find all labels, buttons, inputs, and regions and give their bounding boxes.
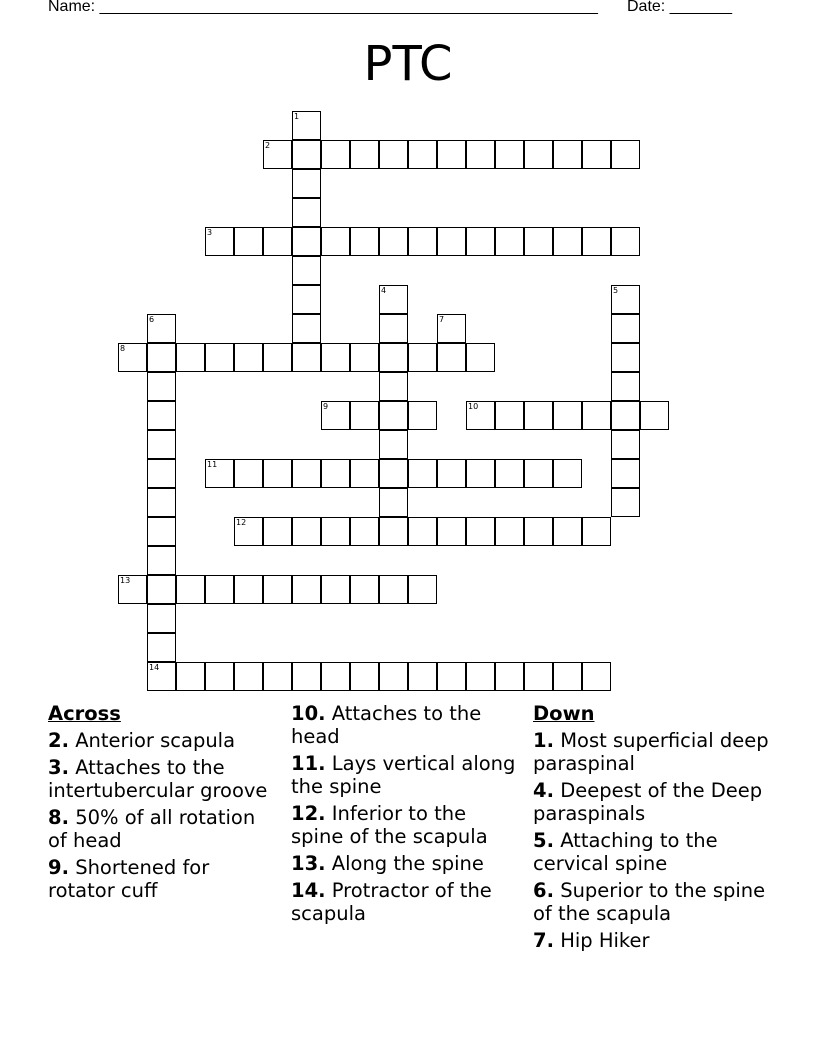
grid-cell[interactable]: [147, 517, 176, 546]
clue-number: 10: [468, 402, 479, 411]
grid-cell[interactable]: [466, 662, 495, 691]
clue-across-9: 9. Shortened for rotator cuff: [48, 856, 210, 902]
grid-cell[interactable]: [524, 662, 553, 691]
grid-cell[interactable]: [263, 227, 292, 256]
grid-cell[interactable]: [379, 314, 408, 343]
grid-cell[interactable]: [408, 575, 437, 604]
grid-cell[interactable]: [553, 662, 582, 691]
grid-cell[interactable]: [147, 314, 176, 343]
grid-cell[interactable]: [495, 227, 524, 256]
grid-cell[interactable]: [147, 343, 176, 372]
grid-cell[interactable]: [408, 459, 437, 488]
grid-cell[interactable]: [234, 662, 263, 691]
clue-across-10: 10. Attaches to the head: [291, 702, 482, 748]
grid-cell[interactable]: [147, 575, 176, 604]
grid-cell[interactable]: [582, 401, 611, 430]
grid-cell[interactable]: [466, 459, 495, 488]
clue-across-8: 8. 50% of all rotation of head: [48, 806, 256, 852]
grid-cell[interactable]: [611, 227, 640, 256]
grid-cell[interactable]: [321, 459, 350, 488]
clue-number: 1: [294, 112, 300, 121]
grid-cell[interactable]: [582, 662, 611, 691]
clue-across-12: 12. Inferior to the spine of the scapula: [291, 802, 488, 848]
across-heading: Across: [48, 702, 121, 725]
grid-cell[interactable]: [408, 517, 437, 546]
grid-cell[interactable]: [408, 401, 437, 430]
grid-cell[interactable]: [379, 140, 408, 169]
grid-cell[interactable]: [640, 401, 669, 430]
grid-cell[interactable]: [176, 343, 205, 372]
clue-number: 14: [149, 663, 160, 672]
grid-cell[interactable]: [582, 227, 611, 256]
grid-cell[interactable]: [292, 140, 321, 169]
grid-cell[interactable]: [321, 140, 350, 169]
grid-cell[interactable]: [263, 662, 292, 691]
grid-cell[interactable]: [379, 575, 408, 604]
grid-cell[interactable]: [263, 575, 292, 604]
grid-cell[interactable]: [379, 459, 408, 488]
grid-cell[interactable]: [292, 575, 321, 604]
clue-across-13: 13. Along the spine: [291, 852, 484, 875]
grid-cell[interactable]: [408, 343, 437, 372]
grid-cell[interactable]: [321, 343, 350, 372]
grid-cell[interactable]: [292, 314, 321, 343]
clue-number: 8: [120, 344, 126, 353]
grid-cell[interactable]: [350, 401, 379, 430]
grid-cell[interactable]: [524, 227, 553, 256]
clue-number: 6: [149, 315, 155, 324]
grid-cell[interactable]: [263, 140, 292, 169]
clue-number: 12: [236, 518, 247, 527]
name-field-label: Name: ________________________________________________________: [48, 0, 598, 15]
grid-cell[interactable]: [379, 662, 408, 691]
clue-across-3: 3. Attaches to the intertubercular groove: [48, 756, 268, 802]
clue-across-11: 11. Lays vertical along the spine: [291, 752, 516, 798]
grid-cell[interactable]: [350, 140, 379, 169]
grid-cell[interactable]: [408, 140, 437, 169]
grid-cell[interactable]: [437, 459, 466, 488]
grid-cell[interactable]: [553, 401, 582, 430]
grid-cell[interactable]: [147, 546, 176, 575]
grid-cell[interactable]: [292, 343, 321, 372]
grid-cell[interactable]: [495, 517, 524, 546]
grid-cell[interactable]: [553, 517, 582, 546]
clue-number: 5: [613, 286, 619, 295]
grid-cell[interactable]: [147, 662, 176, 691]
grid-cell[interactable]: [495, 140, 524, 169]
grid-cell[interactable]: [292, 111, 321, 140]
grid-cell[interactable]: [292, 227, 321, 256]
grid-cell[interactable]: [379, 488, 408, 517]
grid-cell[interactable]: [350, 575, 379, 604]
grid-cell[interactable]: [234, 459, 263, 488]
grid-cell[interactable]: [147, 401, 176, 430]
grid-cell[interactable]: [379, 517, 408, 546]
grid-cell[interactable]: [147, 459, 176, 488]
grid-cell[interactable]: [466, 227, 495, 256]
grid-cell[interactable]: [234, 343, 263, 372]
grid-cell[interactable]: [176, 575, 205, 604]
grid-cell[interactable]: [292, 285, 321, 314]
grid-cell[interactable]: [234, 517, 263, 546]
grid-cell[interactable]: [292, 256, 321, 285]
clue-down-4: 4. Deepest of the Deep paraspinals: [533, 779, 763, 825]
grid-cell[interactable]: [350, 343, 379, 372]
grid-cell[interactable]: [263, 343, 292, 372]
grid-cell[interactable]: [321, 662, 350, 691]
grid-cell[interactable]: [379, 285, 408, 314]
grid-cell[interactable]: [350, 459, 379, 488]
grid-cell[interactable]: [437, 343, 466, 372]
grid-cell[interactable]: [495, 459, 524, 488]
grid-cell[interactable]: [350, 662, 379, 691]
grid-cell[interactable]: [553, 140, 582, 169]
clue-number: 2: [265, 141, 271, 150]
across-clues-column-2: [291, 702, 521, 929]
down-clues-column: [533, 702, 773, 956]
grid-cell[interactable]: [379, 372, 408, 401]
grid-cell[interactable]: [205, 459, 234, 488]
grid-cell[interactable]: [292, 169, 321, 198]
grid-cell[interactable]: [321, 401, 350, 430]
grid-cell[interactable]: [292, 517, 321, 546]
clue-down-1: 1. Most superficial deep paraspinal: [533, 729, 769, 775]
clue-number: 11: [207, 460, 218, 469]
page-title: PTC: [363, 36, 453, 92]
grid-cell[interactable]: [205, 227, 234, 256]
grid-cell[interactable]: [205, 662, 234, 691]
across-clues-column-1: [48, 702, 278, 906]
clue-number: 3: [207, 228, 213, 237]
down-heading: Down: [533, 702, 595, 725]
grid-cell[interactable]: [147, 488, 176, 517]
grid-cell[interactable]: [437, 227, 466, 256]
grid-cell[interactable]: [321, 517, 350, 546]
grid-cell[interactable]: [582, 517, 611, 546]
grid-cell[interactable]: [524, 401, 553, 430]
grid-cell[interactable]: [147, 372, 176, 401]
grid-cell[interactable]: [553, 459, 582, 488]
grid-cell[interactable]: [205, 575, 234, 604]
grid-cell[interactable]: [524, 459, 553, 488]
grid-cell[interactable]: [147, 633, 176, 662]
grid-cell[interactable]: [437, 517, 466, 546]
grid-cell[interactable]: [611, 314, 640, 343]
grid-cell[interactable]: [611, 430, 640, 459]
clue-across-14: 14. Protractor of the scapula: [291, 879, 492, 925]
grid-cell[interactable]: [582, 140, 611, 169]
grid-cell[interactable]: [263, 517, 292, 546]
grid-cell[interactable]: [437, 140, 466, 169]
grid-cell[interactable]: [292, 459, 321, 488]
grid-cell[interactable]: [350, 517, 379, 546]
grid-cell[interactable]: [292, 198, 321, 227]
grid-cell[interactable]: [524, 517, 553, 546]
clue-down-7: 7. Hip Hiker: [533, 929, 650, 952]
grid-cell[interactable]: [205, 343, 234, 372]
grid-cell[interactable]: [379, 401, 408, 430]
grid-cell[interactable]: [263, 459, 292, 488]
date-field-label: Date: _______: [627, 0, 732, 15]
grid-cell[interactable]: [466, 140, 495, 169]
grid-cell[interactable]: [379, 430, 408, 459]
grid-cell[interactable]: [408, 662, 437, 691]
grid-cell[interactable]: [350, 227, 379, 256]
grid-cell[interactable]: [553, 227, 582, 256]
clue-number: 9: [323, 402, 329, 411]
grid-cell[interactable]: [147, 430, 176, 459]
grid-cell[interactable]: [234, 227, 263, 256]
grid-cell[interactable]: [611, 140, 640, 169]
grid-cell[interactable]: [437, 662, 466, 691]
grid-cell[interactable]: [408, 227, 437, 256]
grid-cell[interactable]: [611, 459, 640, 488]
grid-cell[interactable]: [292, 662, 321, 691]
clue-down-6: 6. Superior to the spine of the scapula: [533, 879, 766, 925]
grid-cell[interactable]: [466, 343, 495, 372]
grid-cell[interactable]: [321, 575, 350, 604]
grid-cell[interactable]: [524, 140, 553, 169]
grid-cell[interactable]: [611, 372, 640, 401]
grid-cell[interactable]: [611, 343, 640, 372]
grid-cell[interactable]: [466, 517, 495, 546]
clue-number: 4: [381, 286, 387, 295]
grid-cell[interactable]: [234, 575, 263, 604]
grid-cell[interactable]: [118, 575, 147, 604]
grid-cell[interactable]: [495, 401, 524, 430]
grid-cell[interactable]: [611, 285, 640, 314]
clue-number: 13: [120, 576, 131, 585]
grid-cell[interactable]: [379, 343, 408, 372]
grid-cell[interactable]: [495, 662, 524, 691]
grid-cell[interactable]: [379, 227, 408, 256]
grid-cell[interactable]: [321, 227, 350, 256]
grid-cell[interactable]: [176, 662, 205, 691]
clue-number: 7: [439, 315, 445, 324]
grid-cell[interactable]: [118, 343, 147, 372]
grid-cell[interactable]: [466, 401, 495, 430]
grid-cell[interactable]: [147, 604, 176, 633]
grid-cell[interactable]: [611, 401, 640, 430]
clue-down-5: 5. Attaching to the cervical spine: [533, 829, 718, 875]
clue-across-2: 2. Anterior scapula: [48, 729, 236, 752]
grid-cell[interactable]: [437, 314, 466, 343]
grid-cell[interactable]: [611, 488, 640, 517]
